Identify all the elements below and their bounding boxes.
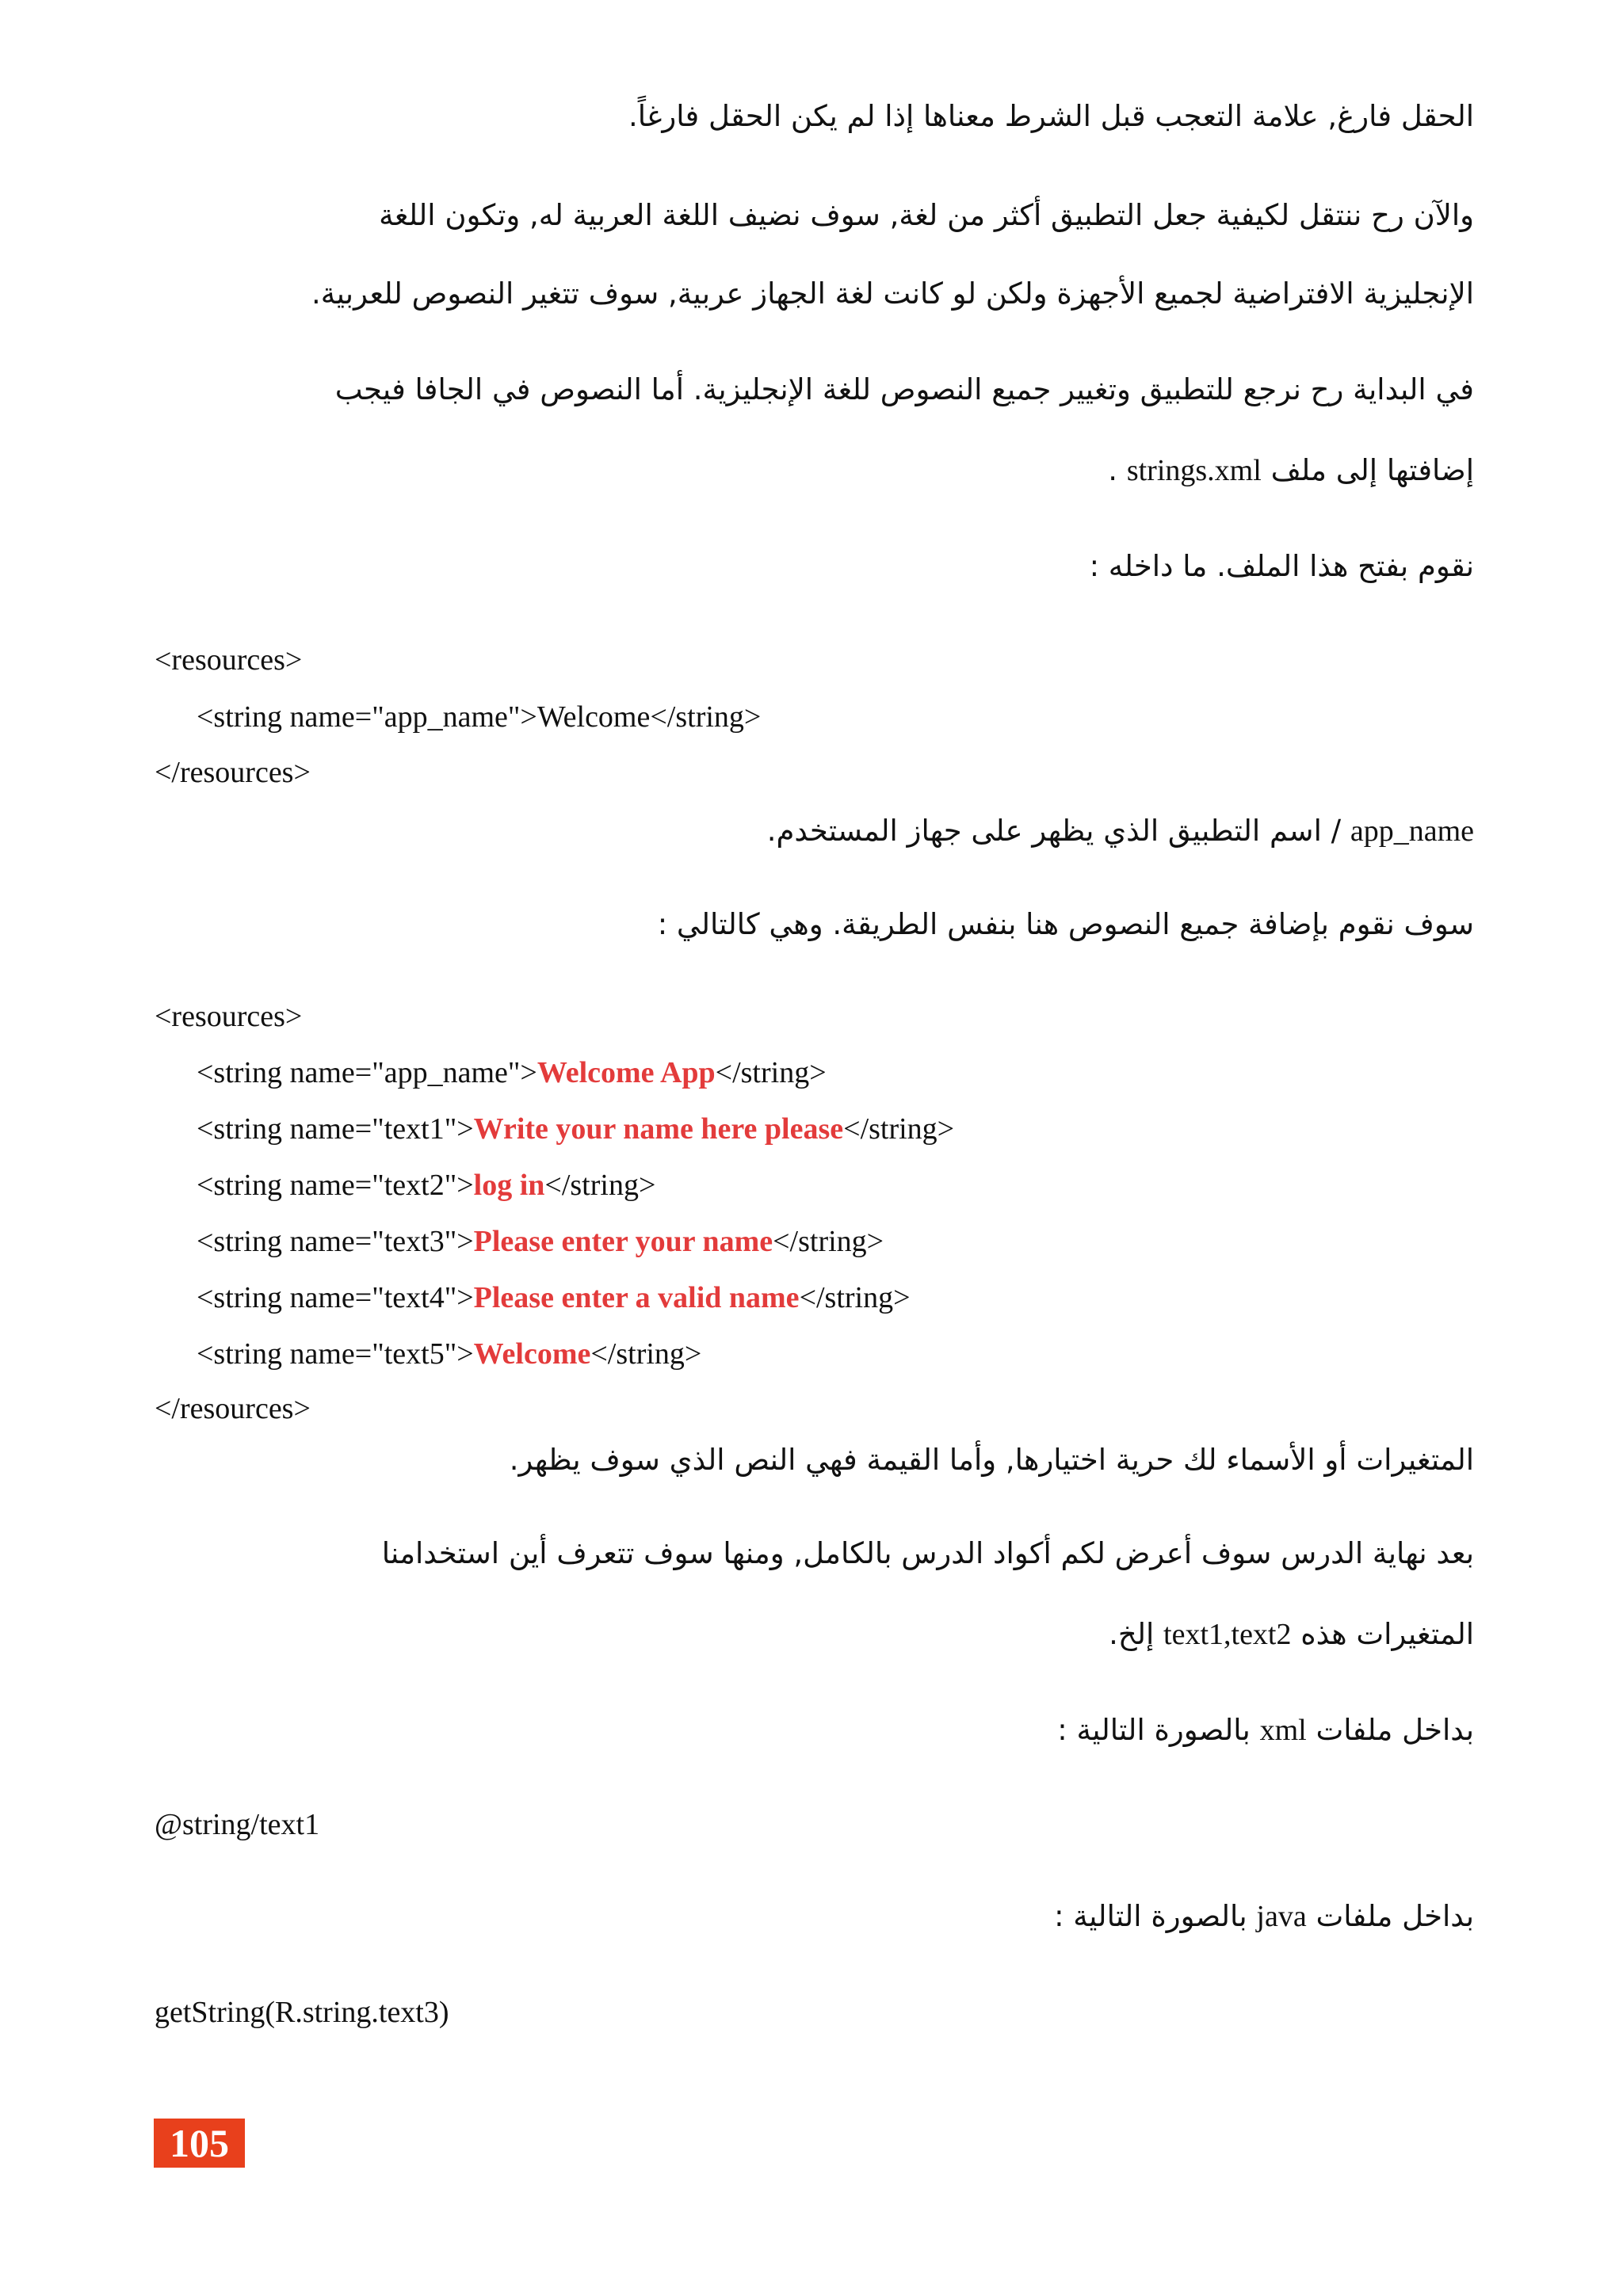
code2-line-close: </string> xyxy=(544,1169,656,1202)
paragraph-add-texts: سوف نقوم بإضافة جميع النصوص هنا بنفس الطريقة. وهي كالتالي : xyxy=(657,907,1474,941)
paragraph-multilang-line2: الإنجليزية الافتراضية لجميع الأجهزة ولكن لو كانت لغة الجهاز عربية, سوف تتغير النصوص للعربية. xyxy=(311,277,1474,311)
code-getstring-call: getString(R.string.text3) xyxy=(155,1996,449,2029)
filename-strings-xml: strings.xml xyxy=(1126,454,1262,487)
code2-line-value: Please enter a valid name xyxy=(473,1281,800,1314)
paragraph-variables: المتغيرات أو الأسماء لك حرية اختيارها, وأما القيمة فهي النص الذي سوف يظهر. xyxy=(509,1443,1474,1477)
paragraph-app-name xyxy=(767,807,1474,855)
code2-line xyxy=(197,1053,827,1093)
text-as-follows: بالصورة التالية : xyxy=(1057,1713,1251,1747)
text-inside-files: بداخل ملفات xyxy=(1316,1899,1474,1933)
code2-line-value: Welcome xyxy=(473,1337,591,1371)
code2-line xyxy=(197,1109,954,1149)
paragraph-lesson-end-line1: بعد نهاية الدرس سوف أعرض لكم أكواد الدرس بالكامل, ومنها سوف تتعرف أين استخدامنا xyxy=(381,1536,1474,1570)
code2-line-value: Write your name here please xyxy=(473,1112,844,1146)
paragraph-start-line1: في البداية رح نرجع للتطبيق وتغيير جميع النصوص للغة الإنجليزية. أما النصوص في الجافا فيجب xyxy=(334,372,1474,406)
keyword-java: java xyxy=(1256,1900,1307,1933)
paragraph-lesson-end-line2 xyxy=(1109,1611,1474,1658)
keyword-text-vars: text1,text2 xyxy=(1163,1618,1292,1651)
code2-line-key: <string name="app_name"> xyxy=(197,1056,537,1089)
code2-line-close: </string> xyxy=(773,1225,884,1258)
text-etc: إلخ. xyxy=(1109,1617,1155,1651)
code1-open-tag: <resources> xyxy=(155,643,303,677)
code2-line-value: Please enter your name xyxy=(473,1225,773,1258)
paragraph-java-files xyxy=(1054,1893,1474,1940)
code2-line-key: <string name="text1"> xyxy=(197,1112,474,1146)
code2-line-value: log in xyxy=(473,1169,545,1202)
code2-close-tag: </resources> xyxy=(155,1392,311,1425)
code2-line-key: <string name="text5"> xyxy=(197,1337,474,1371)
paragraph-open-file: نقوم بفتح هذا الملف. ما داخله : xyxy=(1089,549,1474,583)
page-number-badge: 105 xyxy=(154,2119,245,2168)
text-app-name-desc: / اسم التطبيق الذي يظهر على جهاز المستخدم. xyxy=(766,814,1342,848)
code2-line-key: <string name="text3"> xyxy=(197,1225,474,1258)
keyword-app-name: app_name xyxy=(1350,814,1474,848)
text-inside-files: بداخل ملفات xyxy=(1316,1713,1474,1747)
code2-line xyxy=(197,1334,701,1374)
text-these-variables: المتغيرات هذه xyxy=(1300,1617,1474,1651)
code2-line-close: </string> xyxy=(843,1112,955,1146)
paragraph-start-line2 xyxy=(1108,447,1474,494)
code2-line xyxy=(197,1278,911,1318)
code2-line xyxy=(197,1165,655,1205)
keyword-xml: xml xyxy=(1259,1714,1307,1747)
code2-line-value: Welcome App xyxy=(537,1056,716,1089)
text-add-to: إضافتها إلى ملف xyxy=(1270,453,1474,487)
code2-open-tag: <resources> xyxy=(155,1000,303,1033)
code2-line-key: <string name="text2"> xyxy=(197,1169,474,1202)
code2-line-close: </string> xyxy=(715,1056,827,1089)
paragraph-empty-field: الحقل فارغ, علامة التعجب قبل الشرط معناها إذا لم يكن الحقل فارغاً. xyxy=(628,99,1474,133)
code2-line-key: <string name="text4"> xyxy=(197,1281,474,1314)
code2-line-close: </string> xyxy=(590,1337,702,1371)
code1-string-line: <string name="app_name">Welcome</string> xyxy=(197,700,762,734)
text-as-follows: بالصورة التالية : xyxy=(1054,1899,1247,1933)
code1-close-tag: </resources> xyxy=(155,756,311,789)
code2-line xyxy=(197,1222,884,1261)
code2-line-close: </string> xyxy=(799,1281,911,1314)
code-string-reference: @string/text1 xyxy=(155,1808,320,1841)
paragraph-xml-files xyxy=(1057,1707,1474,1754)
paragraph-multilang-line1: والآن رح ننتقل لكيفية جعل التطبيق أكثر من لغة, سوف نضيف اللغة العربية له, وتكون اللغة xyxy=(379,198,1474,232)
text-period: . xyxy=(1108,453,1118,487)
